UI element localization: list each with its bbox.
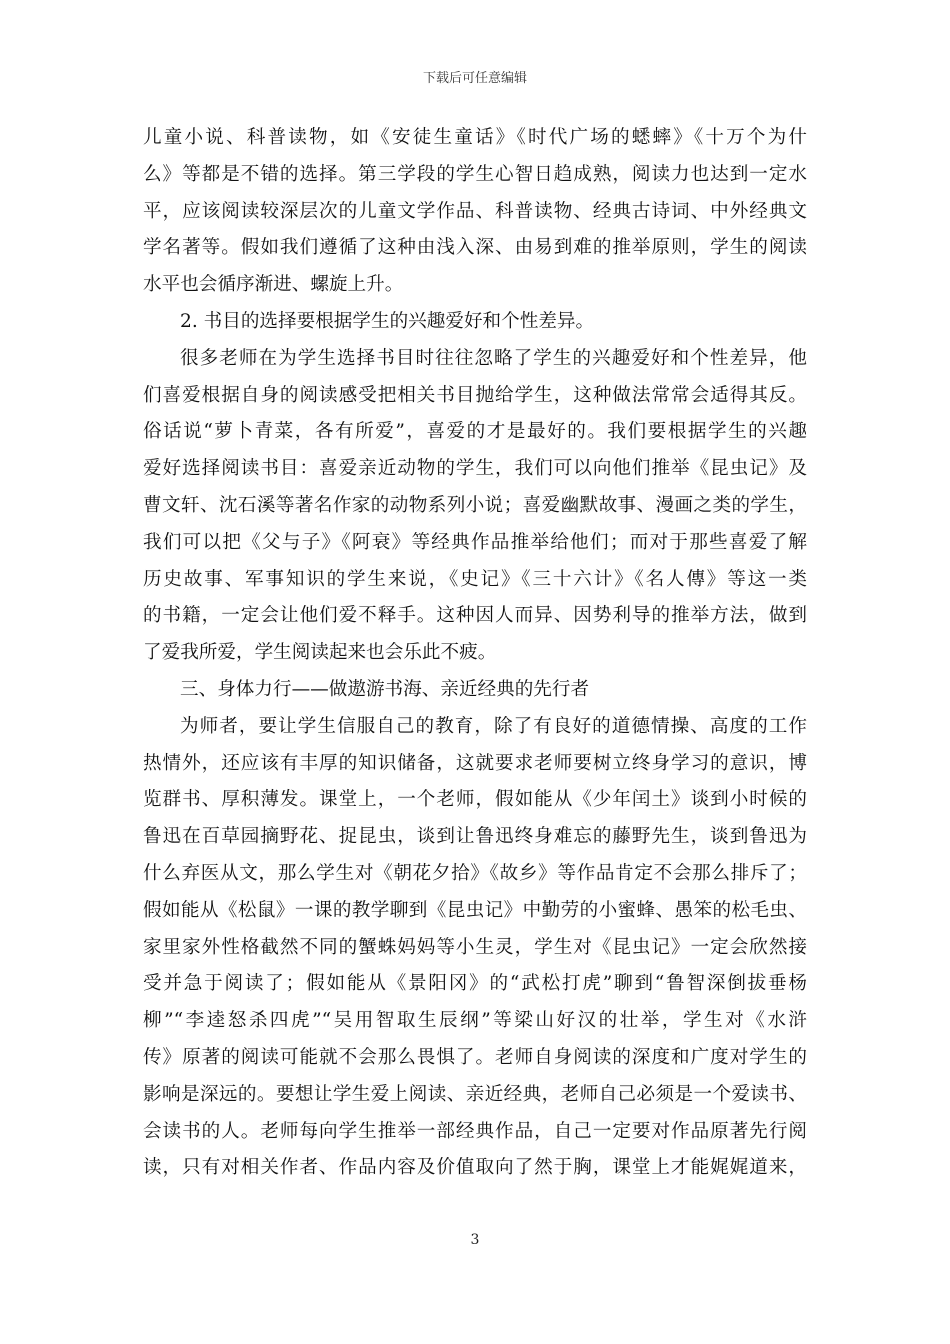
text-line: 曹文轩、沈石溪等著名作家的动物系列小说；喜爱幽默故事、漫画之类的学生，: [143, 494, 807, 516]
text-line: 受并急于阅读了；假如能从《景阳冈》的“武松打虎”聊到“鲁智深倒拔垂杨: [143, 973, 807, 995]
text-line: 柳”“李逵怒杀四虎”“吴用智取生辰纲”等梁山好汉的壮举，学生对《水浒: [143, 1010, 807, 1032]
text-line: 热情外，还应该有丰厚的知识储备，这就要求老师要树立终身学习的意识，博: [143, 752, 807, 774]
text-line: 很多老师在为学生选择书目时往往忽略了学生的兴趣爱好和个性差异，他: [180, 347, 807, 369]
page-header: 下载后可任意编辑: [422, 71, 527, 86]
text-line: 儿童小说、科普读物，如《安徒生童话》《时代广场的蟋蟀》《十万个为什: [143, 127, 807, 148]
text-line: 为师者，要让学生信服自己的教育，除了有良好的道德情操、高度的工作: [180, 715, 807, 737]
text-line: 们喜爱根据自身的阅读感受把相关书目抛给学生，这种做法常常会适得其反。: [143, 384, 807, 406]
text-line: 三、身体力行——做遨游书海、亲近经典的先行者: [180, 678, 590, 700]
text-line: 平，应该阅读较深层次的儿童文学作品、科普读物、经典古诗词、中外经典文: [143, 200, 807, 222]
page-number: 3: [470, 1232, 480, 1248]
text-line: 假如能从《松鼠》一课的教学聊到《昆虫记》中勤劳的小蜜蜂、愚笨的松毛虫、: [143, 899, 807, 921]
text-line: 的书籍，一定会让他们爱不释手。这种因人而异、因势利导的推举方法，做到: [143, 605, 807, 627]
text-line: 我们可以把《父与子》《阿衰》等经典作品推举给他们；而对于那些喜爱了解: [143, 531, 807, 553]
text-line: 鲁迅在百草园摘野花、捉昆虫，谈到让鲁迅终身难忘的藤野先生，谈到鲁迅为: [143, 826, 807, 848]
text-line: 水平也会循序渐进、螺旋上升。: [143, 274, 404, 296]
text-line: 爱好选择阅读书目：喜爱亲近动物的学生，我们可以向他们推举《昆虫记》及: [143, 458, 807, 480]
text-line: 影响是深远的。要想让学生爱上阅读、亲近经典，老师自己必须是一个爱读书、: [143, 1083, 807, 1105]
text-line: 2. 书目的选择要根据学生的兴趣爱好和个性差异。: [180, 310, 595, 332]
text-line: 学名著等。假如我们遵循了这种由浅入深、由易到难的推举原则，学生的阅读: [143, 237, 807, 259]
text-line: 览群书、厚积薄发。课堂上，一个老师，假如能从《少年闰土》谈到小时候的: [143, 789, 807, 811]
text-line: 会读书的人。老师每向学生推举一部经典作品，自己一定要对作品原著先行阅: [143, 1120, 807, 1142]
text-line: 了爱我所爱，学生阅读起来也会乐此不疲。: [143, 642, 497, 664]
text-line: 历史故事、军事知识的学生来说，《史记》《三十六计》《名人傳》等这一类: [143, 568, 807, 590]
text-line: 传》原著的阅读可能就不会那么畏惧了。老师自身阅读的深度和广度对学生的: [143, 1046, 807, 1068]
text-line: 读，只有对相关作者、作品内容及价值取向了然于胸，课堂上才能娓娓道来，: [143, 1157, 807, 1179]
body-text: [143, 120, 807, 1187]
text-line: 家里家外性格截然不同的蟹蛛妈妈等小生灵，学生对《昆虫记》一定会欣然接: [143, 936, 807, 958]
text-line: 么》等都是不错的选择。第三学段的学生心智日趋成熟，阅读力也达到一定水: [143, 163, 807, 185]
text-line: 俗话说“萝卜青菜，各有所爱”，喜爱的才是最好的。我们要根据学生的兴趣: [143, 421, 807, 443]
text-line: 什么弃医从文，那么学生对《朝花夕拾》《故乡》等作品肯定不会那么排斥了；: [143, 862, 807, 884]
